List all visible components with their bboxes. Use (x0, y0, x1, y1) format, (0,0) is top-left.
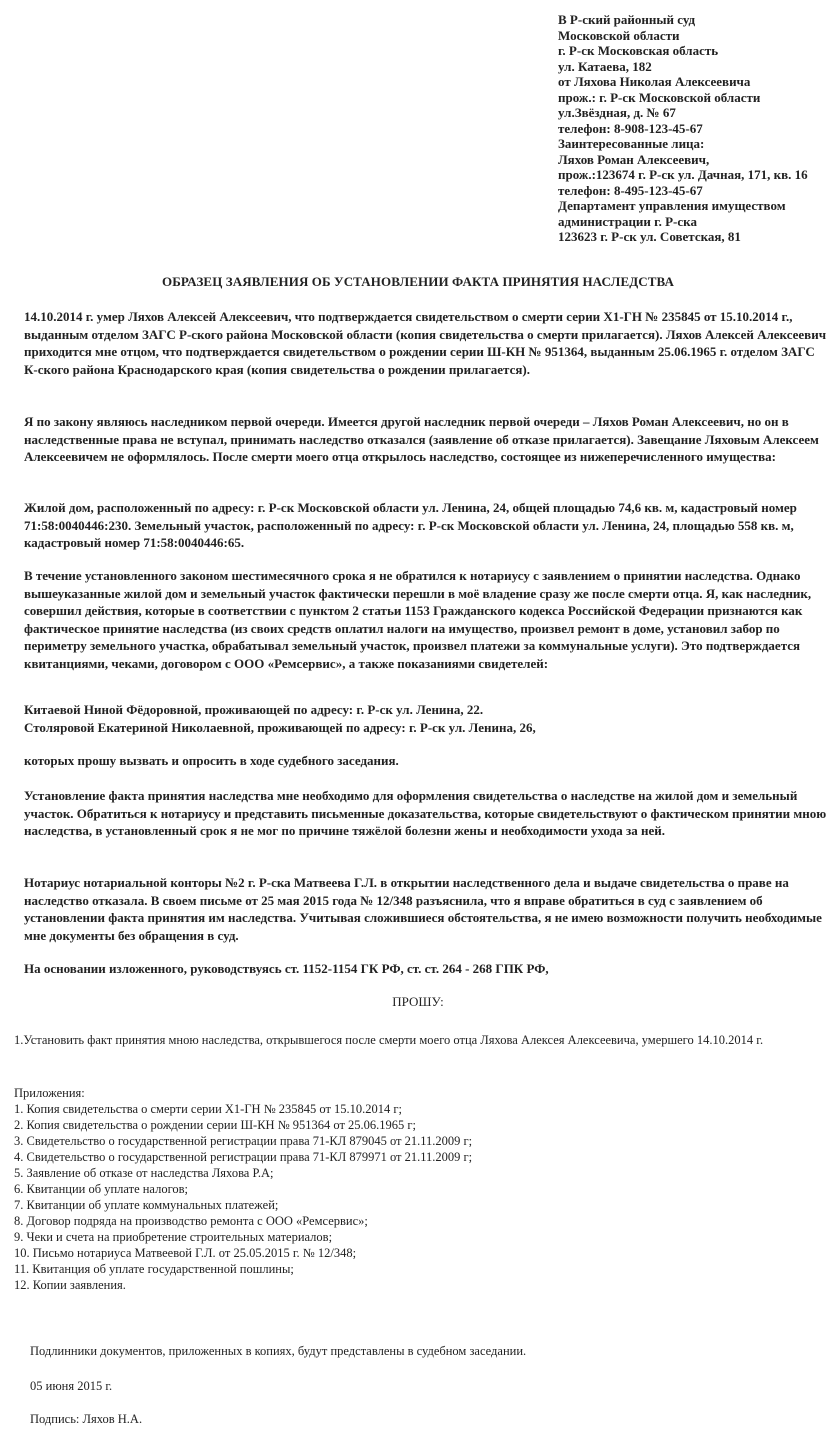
attachments-section (14, 1085, 814, 1293)
attachment-item: 6. Квитанции об уплате налогов; (14, 1182, 189, 1196)
request-heading: ПРОШУ: (392, 994, 444, 1009)
attachment-item: 11. Квитанция об уплате государственной пошлины; (14, 1262, 294, 1276)
paragraph-summon-witnesses: которых прошу вызвать и опросить в ходе судебного заседания. (24, 753, 399, 768)
paragraph-purpose: Установление факта принятия наследства мне необходимо для оформления свидетельства о наследстве на жилой дом и земельный участок. Обратиться к нотариусу и представить письменные доказательства, которые свидетельствуют о фактическом принятии мною наследства, в установленный срок я не мог по причине тяжёлой болезни жены и необходимости ухода за ней. (24, 788, 827, 839)
attachment-item: 12. Копии заявления. (14, 1278, 126, 1292)
attachment-item: 3. Свидетельство о государственной регистрации права 71-КЛ 879045 от 21.11.2009 г; (14, 1134, 473, 1148)
header-line: прож.:123674 г. Р-ск ул. Дачная, 171, кв. 16 (558, 167, 808, 182)
header-line: Ляхов Роман Алексеевич, (558, 151, 710, 167)
signature: Подпись: Ляхов Н.А. (30, 1412, 143, 1426)
request-item: 1.Установить факт принятия мною наследства, открывшегося после смерти моего отца Ляхова Алексея Алексеевича, умершего 14.10.2014 г. (14, 1033, 764, 1047)
header-line: В Р-ский районный суд (558, 12, 696, 27)
header-line: ул. Катаева, 182 (558, 58, 652, 74)
header-line: 123623 г. Р-ск ул. Советская, 81 (558, 229, 741, 244)
header-line: телефон: 8-495-123-45-67 (558, 182, 703, 198)
document-title: ОБРАЗЕЦ ЗАЯВЛЕНИЯ ОБ УСТАНОВЛЕНИИ ФАКТА ПРИНЯТИЯ НАСЛЕДСТВА (162, 274, 674, 289)
attachment-item: 4. Свидетельство о государственной регистрации права 71-КЛ 879971 от 21.11.2009 г; (14, 1150, 473, 1164)
paragraph-heirs: Я по закону являюсь наследником первой очереди. Имеется другой наследник первой очереди – Ляхов Роман Алексеевич, но он в наследственные права не вступал, принимать наследство отказался (заявление об отказе прилагается). Завещание Ляховым Алексеем Алексеевичем не оформлялось. После смерти моего отца открылось наследство, состоящее из нижеперечисленного имущества: (24, 414, 819, 465)
attachments-heading: Приложения: (14, 1086, 85, 1100)
paragraph-actual-acceptance: В течение установленного законом шестимесячного срока я не обратился к нотариусу с заявлением о принятии наследства. Однако вышеуказанные жилой дом и земельный участок фактически перешли в моё владение сразу же после смерти отца. Я, как наследник, совершил действия, которые в соответствии с пунктом 2 статьи 1153 Гражданского кодекса Российской Федерации признаются как фактическое принятие наследства (из своих средств оплатил налоги на имущество, произвел ремонт в доме, установил забор по периметру земельного участка, обрабатывал земельный участок, произвел платежи за коммунальные услуги). Это подтверждается квитанциями, чеками, договором с ООО «Ремсервис», а также показаниями свидетелей: (24, 568, 812, 671)
attachment-item: 2. Копия свидетельства о рождении серии Ш-КН № 951364 от 25.06.1965 г; (14, 1118, 417, 1132)
document-date: 05 июня 2015 г. (30, 1379, 113, 1393)
paragraph-property: Жилой дом, расположенный по адресу: г. Р-ск Московской области ул. Ленина, 24, общей площадью 74,6 кв. м, кадастровый номер 71:58:0040446:230. Земельный участок, расположенный по адресу: г. Р-ск Московской области ул. Ленина, 24, площадью 558 кв. м, кадастровый номер 71:58:0040446:65. (24, 500, 797, 551)
attachment-item: 1. Копия свидетельства о смерти серии Х1-ГН № 235845 от 15.10.2014 г; (14, 1102, 403, 1116)
attachment-item: 8. Договор подряда на производство ремонта с ООО «Ремсервис»; (14, 1214, 368, 1228)
witness-1: Китаевой Ниной Фёдоровной, проживающей по адресу: г. Р-ск ул. Ленина, 22. (24, 702, 484, 717)
attachment-item: 10. Письмо нотариуса Матвеевой Г.Л. от 25.05.2015 г. № 12/348; (14, 1246, 357, 1260)
header-line: администрации г. Р-ска (558, 213, 697, 229)
header-line: г. Р-ск Московская область (558, 43, 719, 58)
header-line: прож.: г. Р-ск Московской области (558, 89, 761, 105)
witness-2: Столяровой Екатериной Николаевной, проживающей по адресу: г. Р-ск ул. Ленина, 26, (24, 720, 536, 735)
attachment-item: 5. Заявление об отказе от наследства Ляхова Р.А; (14, 1166, 274, 1180)
header-line: телефон: 8-908-123-45-67 (558, 120, 703, 136)
paragraph-notary-refusal: Нотариус нотариальной конторы №2 г. Р-ска Матвеева Г.Л. в открытии наследственного дела и выдаче свидетельства о праве на наследство отказала. В своем письме от 25 мая 2015 года № 12/348 разъяснила, что я вправе обратиться в суд с заявлением об установлении факта принятия им наследства. Учитывая сложившиеся обстоятельства, я не имею возможности получить необходимые мне документы без обращения в суд. (24, 875, 822, 943)
header-line: от Ляхова Николая Алексеевича (558, 74, 751, 89)
attachment-item: 7. Квитанции об уплате коммунальных платежей; (14, 1198, 279, 1212)
header-line: Заинтересованные лица: (558, 136, 705, 151)
addressee-header (558, 12, 833, 245)
attachment-item: 9. Чеки и счета на приобретение строительных материалов; (14, 1230, 333, 1244)
header-line: Департамент управления имуществом (558, 198, 786, 213)
paragraph-legal-basis: На основании изложенного, руководствуясь ст. 1152-1154 ГК РФ, ст. ст. 264 - 268 ГПК РФ, (24, 961, 549, 976)
paragraph-death-facts: 14.10.2014 г. умер Ляхов Алексей Алексеевич, что подтверждается свидетельством о смерти серии Х1-ГН № 235845 от 15.10.2014 г., выданным отделом ЗАГС Р-ского района Московской области (копия свидетельства о смерти прилагается). Ляхов Алексей Алексеевич приходится мне отцом, что подтверждается свидетельством о рождении серии Ш-КН № 951364, выданным 25.06.1965 г. отделом ЗАГС К-ского района Краснодарского края (копия свидетельства о рождении прилагается). (24, 309, 827, 377)
originals-note: Подлинники документов, приложенных в копиях, будут представлены в судебном заседании. (30, 1344, 527, 1358)
header-line: Московской области (558, 27, 680, 43)
header-line: ул.Звёздная, д. № 67 (558, 105, 676, 120)
